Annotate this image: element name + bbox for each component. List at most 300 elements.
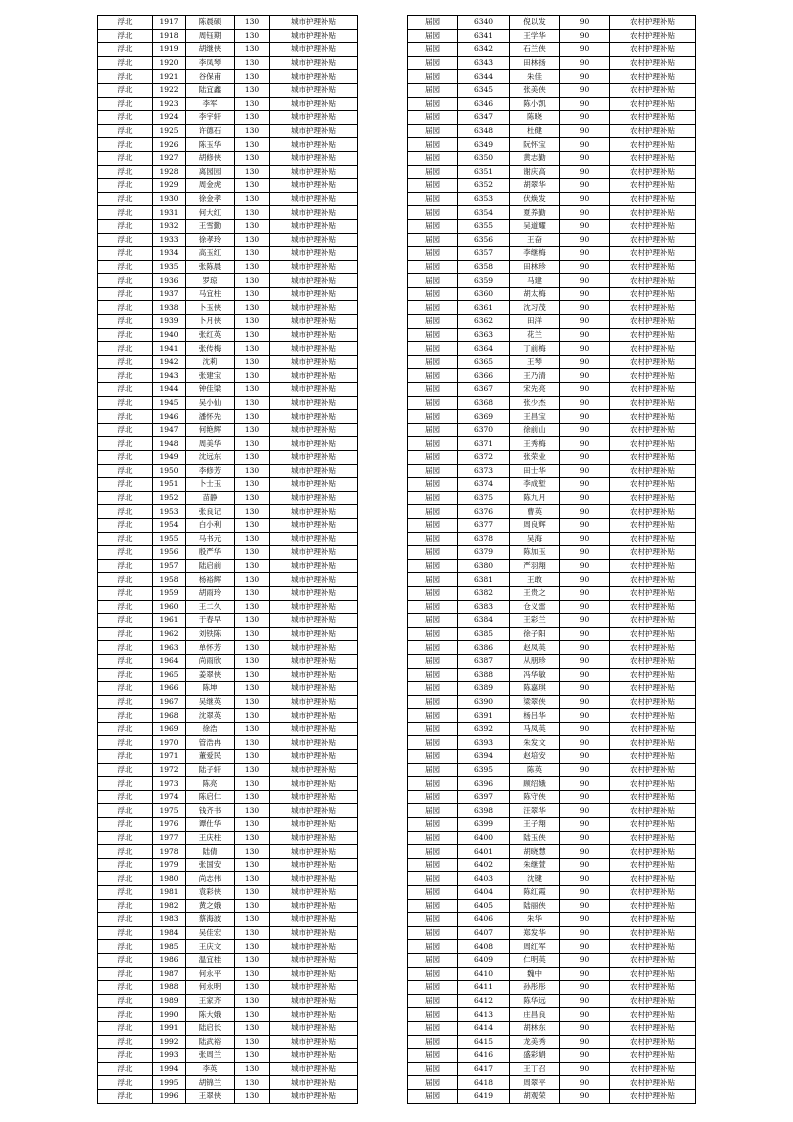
region-cell: 届园	[408, 111, 458, 125]
id-cell: 1922	[153, 83, 186, 97]
name-cell: 姜翠侠	[186, 668, 235, 682]
name-cell: 李成堑	[510, 478, 560, 492]
region-cell: 届园	[408, 56, 458, 70]
id-cell: 1926	[153, 138, 186, 152]
table-row	[408, 83, 696, 97]
amount-cell: 90	[560, 124, 610, 138]
name-cell: 单怀芳	[186, 641, 235, 655]
type-cell: 农村护理补贴	[610, 192, 696, 206]
name-cell: 张建宝	[186, 369, 235, 383]
table-row	[98, 953, 358, 967]
table-row	[408, 1049, 696, 1063]
type-cell: 城市护理补贴	[270, 1049, 358, 1063]
type-cell: 农村护理补贴	[610, 505, 696, 519]
region-cell: 届园	[408, 1021, 458, 1035]
type-cell: 农村护理补贴	[610, 899, 696, 913]
amount-cell: 90	[560, 763, 610, 777]
table-row	[98, 709, 358, 723]
table-row	[98, 736, 358, 750]
name-cell: 胡雨玲	[186, 586, 235, 600]
type-cell: 城市护理补贴	[270, 56, 358, 70]
region-cell: 浮北	[98, 641, 153, 655]
table-row	[98, 913, 358, 927]
id-cell: 6360	[458, 287, 510, 301]
id-cell: 1937	[153, 287, 186, 301]
amount-cell: 130	[235, 532, 270, 546]
name-cell: 陈大娥	[186, 1008, 235, 1022]
region-cell: 浮北	[98, 682, 153, 696]
amount-cell: 130	[235, 886, 270, 900]
type-cell: 农村护理补贴	[610, 287, 696, 301]
amount-cell: 130	[235, 953, 270, 967]
region-cell: 浮北	[98, 1076, 153, 1090]
table-row	[98, 83, 358, 97]
id-cell: 6345	[458, 83, 510, 97]
name-cell: 陆倩	[186, 845, 235, 859]
amount-cell: 90	[560, 43, 610, 57]
id-cell: 1982	[153, 899, 186, 913]
amount-cell: 90	[560, 464, 610, 478]
table-row	[98, 831, 358, 845]
type-cell: 城市护理补贴	[270, 858, 358, 872]
id-cell: 6401	[458, 845, 510, 859]
table-row	[98, 1035, 358, 1049]
amount-cell: 90	[560, 1062, 610, 1076]
id-cell: 1980	[153, 872, 186, 886]
type-cell: 农村护理补贴	[610, 1049, 696, 1063]
id-cell: 1946	[153, 410, 186, 424]
region-cell: 浮北	[98, 750, 153, 764]
region-cell: 浮北	[98, 233, 153, 247]
id-cell: 6390	[458, 695, 510, 709]
region-cell: 浮北	[98, 410, 153, 424]
table-row	[98, 818, 358, 832]
region-cell: 届园	[408, 383, 458, 397]
amount-cell: 130	[235, 614, 270, 628]
amount-cell: 130	[235, 437, 270, 451]
id-cell: 6372	[458, 451, 510, 465]
region-cell: 浮北	[98, 43, 153, 57]
amount-cell: 130	[235, 559, 270, 573]
name-cell: 陆丽侠	[510, 899, 560, 913]
region-cell: 浮北	[98, 247, 153, 261]
amount-cell: 130	[235, 641, 270, 655]
table-row	[98, 722, 358, 736]
type-cell: 农村护理补贴	[610, 1062, 696, 1076]
id-cell: 1991	[153, 1021, 186, 1035]
type-cell: 农村护理补贴	[610, 423, 696, 437]
amount-cell: 90	[560, 981, 610, 995]
table-row	[98, 926, 358, 940]
id-cell: 1957	[153, 559, 186, 573]
id-cell: 6397	[458, 790, 510, 804]
name-cell: 王庆柱	[186, 831, 235, 845]
type-cell: 农村护理补贴	[610, 342, 696, 356]
id-cell: 6391	[458, 709, 510, 723]
id-cell: 1967	[153, 695, 186, 709]
amount-cell: 90	[560, 926, 610, 940]
id-cell: 6371	[458, 437, 510, 451]
name-cell: 徐前山	[510, 423, 560, 437]
id-cell: 1966	[153, 682, 186, 696]
name-cell: 沈翠英	[186, 709, 235, 723]
region-cell: 届园	[408, 559, 458, 573]
type-cell: 农村护理补贴	[610, 627, 696, 641]
id-cell: 1988	[153, 981, 186, 995]
region-cell: 浮北	[98, 83, 153, 97]
id-cell: 6353	[458, 192, 510, 206]
table-row	[408, 151, 696, 165]
type-cell: 农村护理补贴	[610, 410, 696, 424]
amount-cell: 90	[560, 736, 610, 750]
region-cell: 浮北	[98, 586, 153, 600]
id-cell: 6351	[458, 165, 510, 179]
region-cell: 浮北	[98, 790, 153, 804]
amount-cell: 130	[235, 124, 270, 138]
id-cell: 6407	[458, 926, 510, 940]
type-cell: 城市护理补贴	[270, 518, 358, 532]
type-cell: 城市护理补贴	[270, 1008, 358, 1022]
table-row	[408, 790, 696, 804]
name-cell: 郑发华	[510, 926, 560, 940]
id-cell: 1921	[153, 70, 186, 84]
name-cell: 杜健	[510, 124, 560, 138]
region-cell: 届园	[408, 777, 458, 791]
id-cell: 6403	[458, 872, 510, 886]
region-cell: 届园	[408, 1049, 458, 1063]
region-cell: 届园	[408, 872, 458, 886]
id-cell: 1951	[153, 478, 186, 492]
amount-cell: 90	[560, 423, 610, 437]
name-cell: 张陈晨	[186, 260, 235, 274]
id-cell: 1928	[153, 165, 186, 179]
id-cell: 1924	[153, 111, 186, 125]
table-row	[408, 1062, 696, 1076]
type-cell: 农村护理补贴	[610, 818, 696, 832]
table-row	[408, 369, 696, 383]
table-row	[408, 899, 696, 913]
region-cell: 届园	[408, 668, 458, 682]
type-cell: 农村护理补贴	[610, 301, 696, 315]
amount-cell: 130	[235, 818, 270, 832]
name-cell: 朱发文	[510, 736, 560, 750]
table-row	[408, 274, 696, 288]
table-row	[98, 886, 358, 900]
name-cell: 魏中	[510, 967, 560, 981]
type-cell: 农村护理补贴	[610, 586, 696, 600]
type-cell: 农村护理补贴	[610, 913, 696, 927]
type-cell: 城市护理补贴	[270, 872, 358, 886]
id-cell: 1995	[153, 1076, 186, 1090]
table-row	[408, 668, 696, 682]
table-row	[408, 233, 696, 247]
id-cell: 6341	[458, 29, 510, 43]
id-cell: 6349	[458, 138, 510, 152]
table-row	[408, 260, 696, 274]
type-cell: 城市护理补贴	[270, 315, 358, 329]
id-cell: 6400	[458, 831, 510, 845]
table-row	[408, 872, 696, 886]
table-row	[98, 355, 358, 369]
type-cell: 城市护理补贴	[270, 926, 358, 940]
amount-cell: 90	[560, 777, 610, 791]
type-cell: 农村护理补贴	[610, 70, 696, 84]
name-cell: 尚雨欣	[186, 654, 235, 668]
name-cell: 卜士玉	[186, 478, 235, 492]
id-cell: 1930	[153, 192, 186, 206]
name-cell: 沈远东	[186, 451, 235, 465]
id-cell: 6358	[458, 260, 510, 274]
id-cell: 6342	[458, 43, 510, 57]
type-cell: 农村护理补贴	[610, 478, 696, 492]
name-cell: 陆武裕	[186, 1035, 235, 1049]
region-cell: 浮北	[98, 994, 153, 1008]
name-cell: 盛彩娟	[510, 1049, 560, 1063]
name-cell: 周红军	[510, 940, 560, 954]
amount-cell: 130	[235, 668, 270, 682]
region-cell: 届园	[408, 274, 458, 288]
type-cell: 农村护理补贴	[610, 97, 696, 111]
name-cell: 胡太梅	[510, 287, 560, 301]
region-cell: 届园	[408, 1076, 458, 1090]
id-cell: 1977	[153, 831, 186, 845]
id-cell: 1935	[153, 260, 186, 274]
amount-cell: 90	[560, 369, 610, 383]
table-row	[408, 355, 696, 369]
region-cell: 浮北	[98, 165, 153, 179]
amount-cell: 90	[560, 872, 610, 886]
id-cell: 6398	[458, 804, 510, 818]
table-body-left	[98, 16, 358, 1104]
id-cell: 1947	[153, 423, 186, 437]
id-cell: 6404	[458, 886, 510, 900]
amount-cell: 130	[235, 383, 270, 397]
amount-cell: 90	[560, 627, 610, 641]
name-cell: 李继梅	[510, 247, 560, 261]
id-cell: 1939	[153, 315, 186, 329]
amount-cell: 90	[560, 179, 610, 193]
name-cell: 李军	[186, 97, 235, 111]
name-cell: 张良记	[186, 505, 235, 519]
name-cell: 王乃清	[510, 369, 560, 383]
table-row	[408, 165, 696, 179]
id-cell: 1984	[153, 926, 186, 940]
amount-cell: 130	[235, 790, 270, 804]
amount-cell: 90	[560, 206, 610, 220]
table-row	[98, 464, 358, 478]
region-cell: 浮北	[98, 709, 153, 723]
name-cell: 徐孝玲	[186, 233, 235, 247]
type-cell: 农村护理补贴	[610, 573, 696, 587]
id-cell: 1972	[153, 763, 186, 777]
amount-cell: 130	[235, 627, 270, 641]
type-cell: 农村护理补贴	[610, 328, 696, 342]
type-cell: 农村护理补贴	[610, 83, 696, 97]
type-cell: 农村护理补贴	[610, 654, 696, 668]
name-cell: 张红英	[186, 328, 235, 342]
table-row	[98, 994, 358, 1008]
table-row	[408, 913, 696, 927]
region-cell: 届园	[408, 654, 458, 668]
amount-cell: 90	[560, 586, 610, 600]
name-cell: 陈坤	[186, 682, 235, 696]
table-row	[98, 777, 358, 791]
region-cell: 届园	[408, 260, 458, 274]
id-cell: 6412	[458, 994, 510, 1008]
name-cell: 王丁召	[510, 1062, 560, 1076]
name-cell: 胡观荣	[510, 1089, 560, 1103]
type-cell: 城市护理补贴	[270, 423, 358, 437]
region-cell: 浮北	[98, 138, 153, 152]
type-cell: 农村护理补贴	[610, 682, 696, 696]
type-cell: 城市护理补贴	[270, 410, 358, 424]
name-cell: 花兰	[510, 328, 560, 342]
id-cell: 6384	[458, 614, 510, 628]
name-cell: 吴继英	[186, 695, 235, 709]
id-cell: 1953	[153, 505, 186, 519]
id-cell: 6385	[458, 627, 510, 641]
id-cell: 1941	[153, 342, 186, 356]
id-cell: 1987	[153, 967, 186, 981]
region-cell: 届园	[408, 451, 458, 465]
amount-cell: 130	[235, 967, 270, 981]
table-row	[98, 491, 358, 505]
id-cell: 6380	[458, 559, 510, 573]
amount-cell: 130	[235, 845, 270, 859]
table-row	[408, 328, 696, 342]
name-cell: 沈键	[510, 872, 560, 886]
amount-cell: 130	[235, 301, 270, 315]
table-row	[98, 16, 358, 30]
type-cell: 城市护理补贴	[270, 464, 358, 478]
amount-cell: 90	[560, 532, 610, 546]
region-cell: 届园	[408, 709, 458, 723]
table-row	[408, 111, 696, 125]
type-cell: 城市护理补贴	[270, 287, 358, 301]
table-row	[408, 138, 696, 152]
name-cell: 严羽翔	[510, 559, 560, 573]
table-row	[408, 940, 696, 954]
amount-cell: 130	[235, 179, 270, 193]
type-cell: 城市护理补贴	[270, 43, 358, 57]
type-cell: 城市护理补贴	[270, 845, 358, 859]
table-row	[408, 451, 696, 465]
id-cell: 1918	[153, 29, 186, 43]
table-row	[408, 886, 696, 900]
table-row	[98, 247, 358, 261]
name-cell: 马宜柱	[186, 287, 235, 301]
table-row	[98, 287, 358, 301]
table-row	[408, 423, 696, 437]
table-row	[98, 124, 358, 138]
table-row	[408, 247, 696, 261]
region-cell: 届园	[408, 926, 458, 940]
type-cell: 城市护理补贴	[270, 83, 358, 97]
id-cell: 1993	[153, 1049, 186, 1063]
table-row	[408, 736, 696, 750]
id-cell: 1948	[153, 437, 186, 451]
id-cell: 1958	[153, 573, 186, 587]
id-cell: 1978	[153, 845, 186, 859]
amount-cell: 130	[235, 695, 270, 709]
type-cell: 农村护理补贴	[610, 858, 696, 872]
region-cell: 浮北	[98, 722, 153, 736]
type-cell: 农村护理补贴	[610, 138, 696, 152]
type-cell: 农村护理补贴	[610, 111, 696, 125]
table-row	[98, 383, 358, 397]
region-cell: 届园	[408, 124, 458, 138]
type-cell: 城市护理补贴	[270, 1062, 358, 1076]
region-cell: 浮北	[98, 913, 153, 927]
region-cell: 浮北	[98, 16, 153, 30]
type-cell: 城市护理补贴	[270, 790, 358, 804]
name-cell: 许德石	[186, 124, 235, 138]
region-cell: 届园	[408, 1062, 458, 1076]
region-cell: 浮北	[98, 627, 153, 641]
amount-cell: 130	[235, 423, 270, 437]
type-cell: 农村护理补贴	[610, 151, 696, 165]
amount-cell: 130	[235, 396, 270, 410]
table-row	[98, 668, 358, 682]
amount-cell: 90	[560, 559, 610, 573]
id-cell: 1975	[153, 804, 186, 818]
table-row	[408, 70, 696, 84]
region-cell: 浮北	[98, 981, 153, 995]
table-row	[408, 600, 696, 614]
region-cell: 届园	[408, 315, 458, 329]
amount-cell: 130	[235, 926, 270, 940]
table-row	[98, 981, 358, 995]
amount-cell: 130	[235, 260, 270, 274]
type-cell: 城市护理补贴	[270, 654, 358, 668]
region-cell: 届园	[408, 750, 458, 764]
type-cell: 农村护理补贴	[610, 641, 696, 655]
type-cell: 城市护理补贴	[270, 1021, 358, 1035]
type-cell: 农村护理补贴	[610, 804, 696, 818]
type-cell: 农村护理补贴	[610, 763, 696, 777]
region-cell: 浮北	[98, 518, 153, 532]
id-cell: 6418	[458, 1076, 510, 1090]
amount-cell: 90	[560, 518, 610, 532]
region-cell: 浮北	[98, 967, 153, 981]
amount-cell: 130	[235, 219, 270, 233]
id-cell: 6409	[458, 953, 510, 967]
table-row	[408, 342, 696, 356]
region-cell: 届园	[408, 546, 458, 560]
region-cell: 浮北	[98, 29, 153, 43]
region-cell: 浮北	[98, 845, 153, 859]
table-row	[98, 790, 358, 804]
name-cell: 胡修侠	[186, 151, 235, 165]
name-cell: 陈小凯	[510, 97, 560, 111]
region-cell: 浮北	[98, 369, 153, 383]
region-cell: 浮北	[98, 423, 153, 437]
amount-cell: 130	[235, 56, 270, 70]
type-cell: 城市护理补贴	[270, 750, 358, 764]
id-cell: 1944	[153, 383, 186, 397]
table-row	[98, 369, 358, 383]
region-cell: 浮北	[98, 396, 153, 410]
id-cell: 1920	[153, 56, 186, 70]
id-cell: 1955	[153, 532, 186, 546]
name-cell: 孙彤彤	[510, 981, 560, 995]
name-cell: 阮怀宝	[510, 138, 560, 152]
type-cell: 城市护理补贴	[270, 682, 358, 696]
name-cell: 汪翠华	[510, 804, 560, 818]
name-cell: 陆子轩	[186, 763, 235, 777]
amount-cell: 130	[235, 206, 270, 220]
table-row	[408, 179, 696, 193]
